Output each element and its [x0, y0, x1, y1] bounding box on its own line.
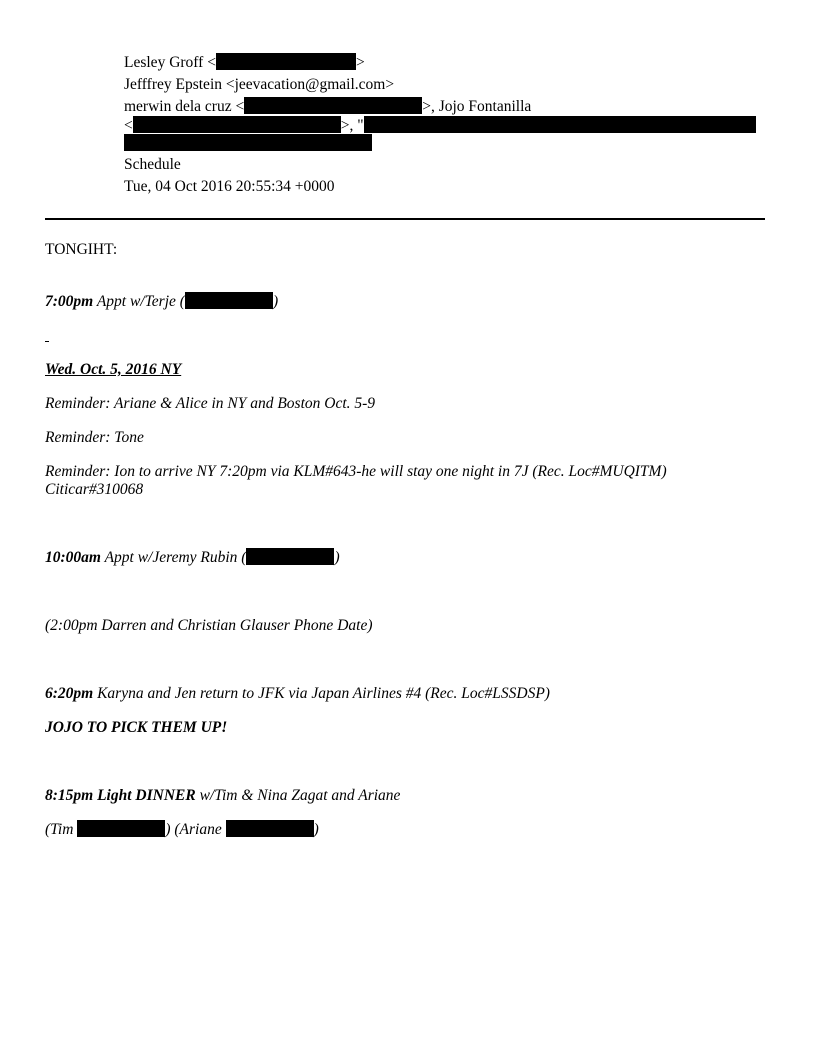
cc-value-line1	[124, 97, 531, 117]
cc-value-line3	[124, 134, 372, 153]
dinner-text: w/Tim & Nina Zagat and Ariane	[195, 787, 401, 804]
reminder-ion-line1: Reminder: Ion to arrive NY 7:20pm via KLM#643-he will stay one night in 7J (Rec. Loc#MUQITM)	[45, 463, 667, 480]
subject-value: Schedule	[124, 156, 181, 173]
dinner-time: 8:15pm Light DINNER	[45, 787, 196, 804]
appt-close: )	[272, 293, 279, 310]
header-divider	[45, 218, 765, 220]
flight-text: Karyna and Jen return to JFK via Japan Airlines #4 (Rec. Loc#LSSDSP)	[93, 685, 550, 702]
appt-terje	[45, 292, 278, 312]
reminder-ariane-alice: Reminder: Ariane & Alice in NY and Boston Oct. 5-9	[45, 395, 376, 412]
contact-tim: (Tim	[45, 821, 78, 838]
contact-close: )	[313, 821, 319, 838]
appt-text: Appt w/Terje (	[93, 293, 185, 310]
appt-text: Appt w/Jeremy Rubin (	[100, 549, 247, 566]
redaction-block	[124, 134, 372, 151]
reminder-ion-line2: Citicar#310068	[45, 481, 144, 498]
stray-underline	[45, 341, 49, 342]
dinner-contacts	[45, 820, 319, 840]
cc-value-line2	[124, 116, 756, 135]
cc-line2-mid: >, "	[340, 117, 364, 134]
contact-mid: ) (Ariane	[165, 821, 226, 838]
from-name: Lesley Groff <	[124, 54, 216, 71]
phone-date: (2:00pm Darren and Christian Glauser Phone Date)	[45, 617, 373, 634]
from-value	[124, 53, 365, 73]
redaction-block	[185, 292, 273, 309]
cc-part2: >, Jojo Fontanilla	[422, 98, 532, 115]
appt-time: 7:00pm	[45, 293, 94, 310]
redaction-block	[246, 548, 334, 565]
redaction-block	[364, 116, 756, 133]
appt-jeremy	[45, 548, 340, 568]
pickup-note: JOJO TO PICK THEM UP!	[45, 719, 228, 736]
to-value: Jefffrey Epstein <jeevacation@gmail.com>	[124, 76, 395, 93]
redaction-block	[133, 116, 341, 133]
cc-line2-open: <	[124, 117, 133, 134]
reminder-tone: Reminder: Tone	[45, 429, 144, 446]
date-value: Tue, 04 Oct 2016 20:55:34 +0000	[124, 178, 335, 195]
tonight-heading: TONGIHT:	[45, 241, 118, 258]
dinner	[45, 786, 400, 806]
redaction-block	[226, 820, 314, 837]
redaction-block	[216, 53, 356, 70]
appt-time: 10:00am	[45, 549, 101, 566]
flight-return	[45, 684, 550, 704]
appt-close: )	[334, 549, 340, 566]
redaction-block	[77, 820, 165, 837]
cc-part1: merwin dela cruz <	[124, 98, 245, 115]
flight-time: 6:20pm	[45, 685, 94, 702]
from-close: >	[355, 54, 365, 71]
day-heading: Wed. Oct. 5, 2016 NY	[45, 361, 182, 378]
redaction-block	[244, 97, 422, 114]
